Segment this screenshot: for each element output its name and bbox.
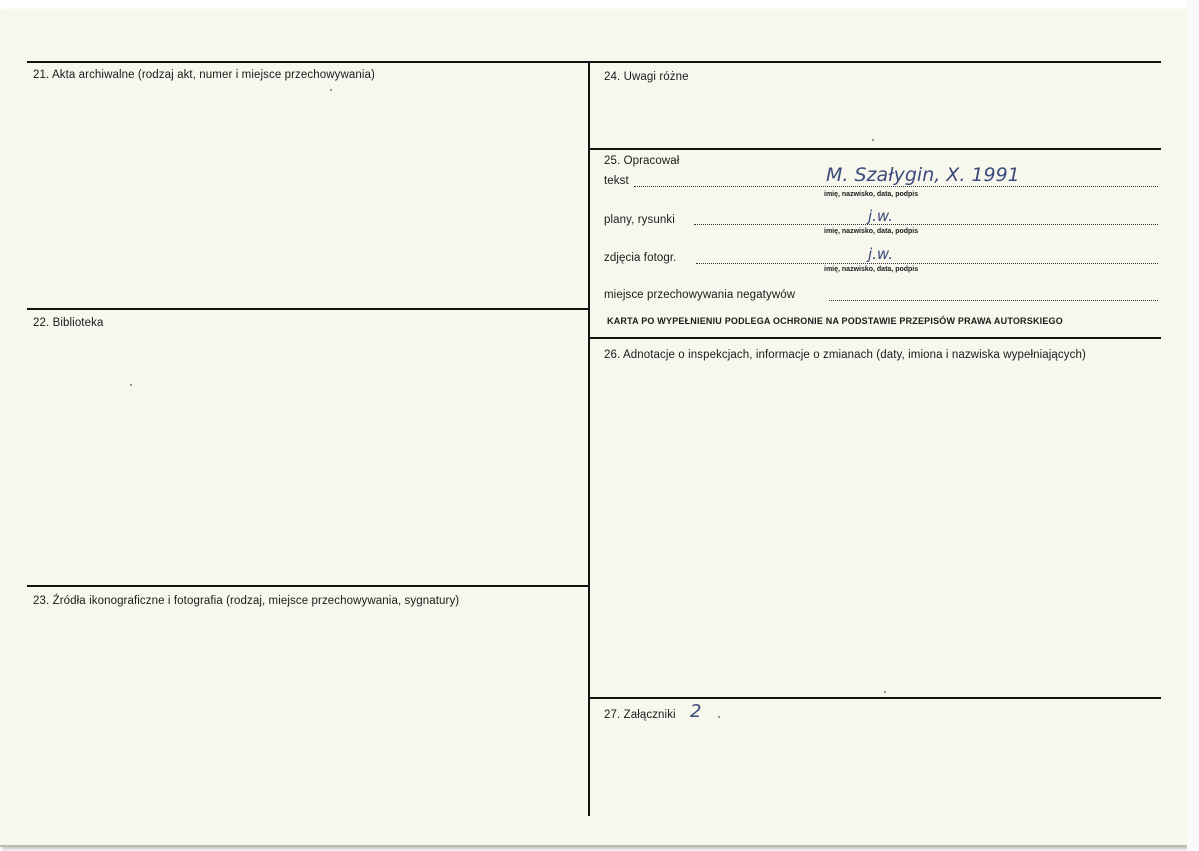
rule-top-left <box>27 61 589 63</box>
zdjecia-line <box>696 263 1158 264</box>
section-24-label: 24. Uwagi różne <box>604 71 689 83</box>
speck <box>872 139 874 141</box>
negatywy-label: miejsce przechowywania negatywów <box>604 289 796 301</box>
column-divider <box>588 61 590 816</box>
section-23-label: 23. Źródła ikonograficzne i fotografia (rodzaj, miejsce przechowywania, sygnatury) <box>33 595 460 607</box>
section-27-label: 27. Załączniki <box>604 709 676 721</box>
zdjecia-caption: imię, nazwisko, data, podpis <box>824 266 919 273</box>
copyright-notice: KARTA PO WYPEŁNIENIU PODLEGA OCHRONIE NA PODSTAWIE PRZEPISÓW PRAWA AUTORSKIEGO <box>607 316 1063 326</box>
rule-21-22 <box>27 308 589 310</box>
rule-26-27 <box>589 697 1161 699</box>
speck <box>130 384 132 386</box>
rule-25-26 <box>589 337 1161 339</box>
plany-label: plany, rysunki <box>604 214 675 226</box>
section-22-label: 22. Biblioteka <box>33 317 104 329</box>
speck <box>330 89 332 91</box>
tekst-label: tekst <box>604 175 629 187</box>
tekst-line <box>634 186 1158 187</box>
section-26-label: 26. Adnotacje o inspekcjach, informacje o zmianach (daty, imiona i nazwiska wypełniających) <box>604 349 1086 361</box>
plany-line <box>694 224 1158 225</box>
rule-24-25 <box>589 148 1161 150</box>
tekst-caption: imię, nazwisko, data, podpis <box>824 191 919 198</box>
zdjecia-handwritten: j.w. <box>868 245 894 263</box>
record-card <box>0 9 1189 847</box>
speck <box>718 716 720 718</box>
tekst-handwritten: M. Szałygin, X. 1991 <box>826 164 1020 186</box>
plany-handwritten: j.w. <box>868 207 894 225</box>
zalaczniki-handwritten: 2 <box>690 701 702 722</box>
scan-margin <box>1187 0 1199 851</box>
speck <box>884 691 886 693</box>
rule-top-right <box>589 61 1161 63</box>
plany-caption: imię, nazwisko, data, podpis <box>824 228 919 235</box>
rule-22-23 <box>27 585 589 587</box>
zdjecia-label: zdjęcia fotogr. <box>604 252 677 264</box>
section-25-label: 25. Opracował <box>604 155 680 167</box>
negatywy-line <box>829 300 1158 301</box>
section-21-label: 21. Akta archiwalne (rodzaj akt, numer i miejsce przechowywania) <box>33 69 375 81</box>
